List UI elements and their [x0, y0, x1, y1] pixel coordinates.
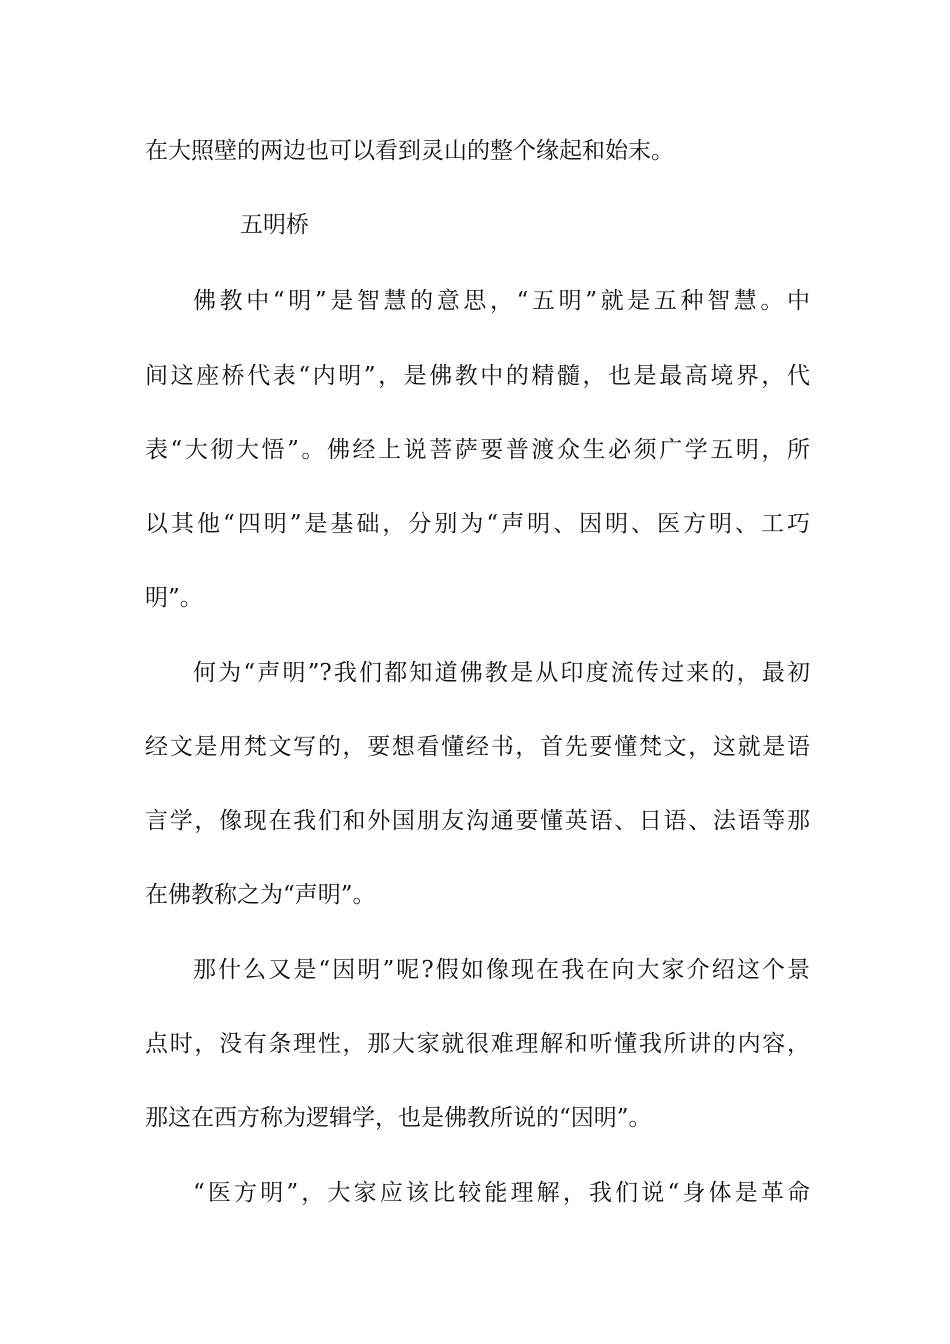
- paragraph-line: 点时，没有条理性，那大家就很难理解和听懂我所讲的内容，: [145, 1031, 810, 1057]
- paragraph-line: 以其他“四明”是基础，分别为“声明、因明、医方明、工巧: [145, 511, 810, 537]
- paragraph-line: 那这在西方称为逻辑学，也是佛教所说的“因明”。: [145, 1105, 652, 1131]
- paragraph-line: 表“大彻大悟”。佛经上说菩萨要普渡众生必须广学五明，所: [145, 437, 810, 463]
- paragraph-line: 何为“声明”?我们都知道佛教是从印度流传过来的，最初: [193, 660, 810, 686]
- paragraph-line: 明”。: [145, 585, 203, 611]
- paragraph-line: 经文是用梵文写的，要想看懂经书，首先要懂梵文，这就是语: [145, 734, 810, 760]
- paragraph-line: 那什么又是“因明”呢?假如像现在我在向大家介绍这个景: [193, 957, 810, 983]
- paragraph-line: 在佛教称之为“声明”。: [145, 882, 376, 908]
- paragraph-line: 在大照壁的两边也可以看到灵山的整个缘起和始末。: [145, 138, 674, 164]
- paragraph-line: 言学，像现在我们和外国朋友沟通要懂英语、日语、法语等那: [145, 808, 810, 834]
- section-heading: 五明桥: [240, 212, 309, 238]
- paragraph-line: “医方明”，大家应该比较能理解，我们说“身体是革命: [193, 1180, 810, 1206]
- paragraph-line: 间这座桥代表“内明”，是佛教中的精髓，也是最高境界，代: [145, 363, 810, 389]
- paragraph-line: 佛教中“明”是智慧的意思，“五明”就是五种智慧。中: [193, 288, 810, 314]
